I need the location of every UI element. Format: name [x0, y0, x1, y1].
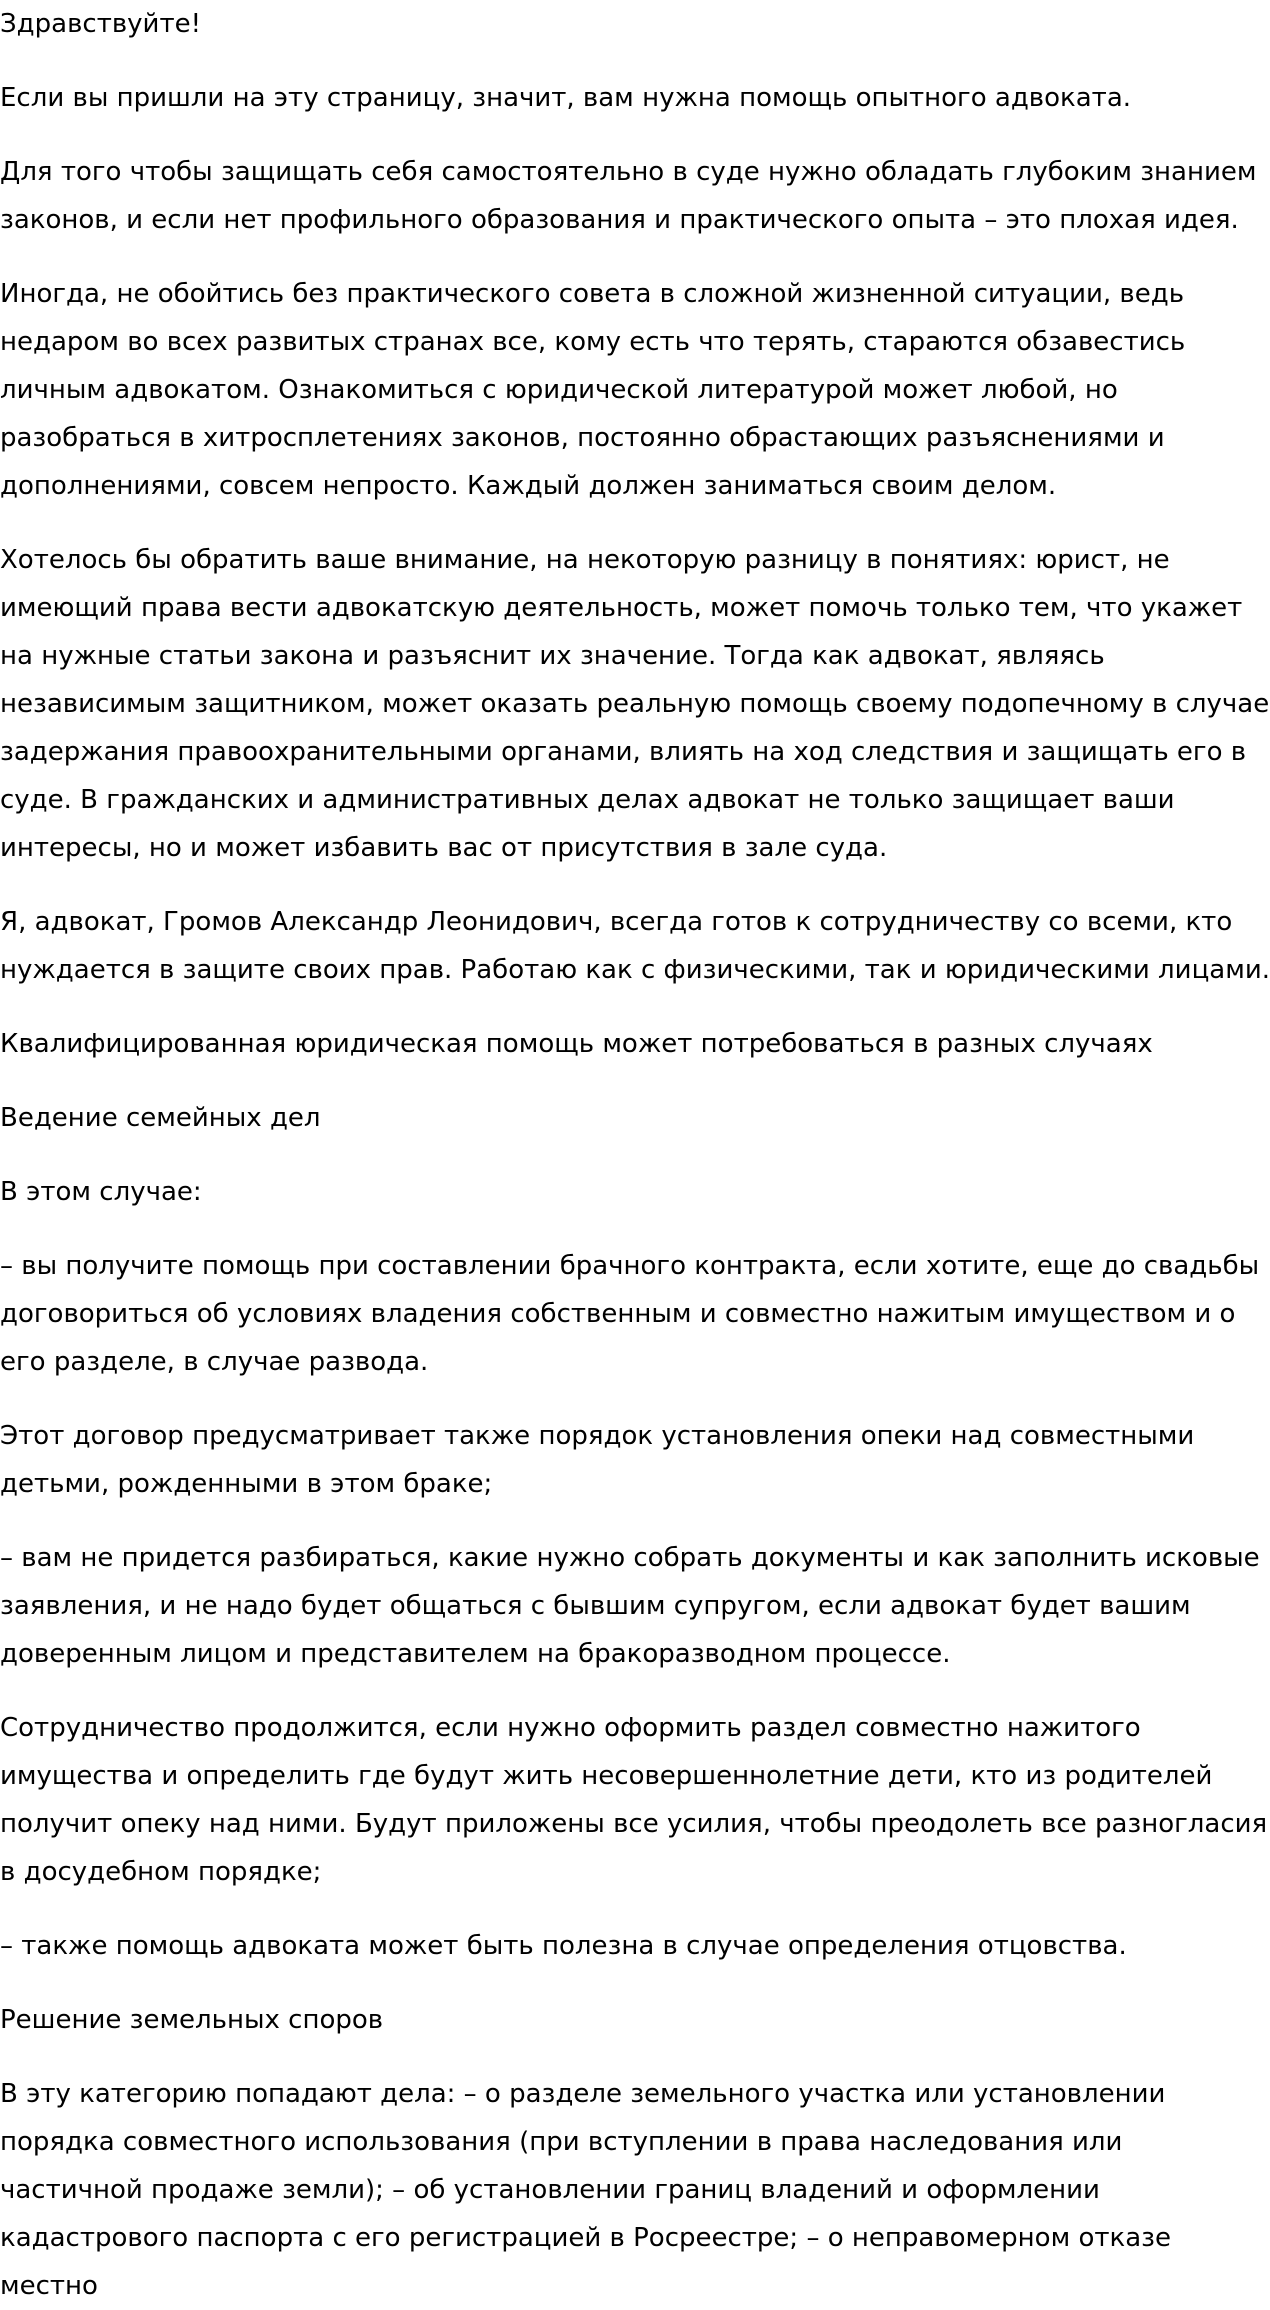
land-disputes-paragraph: В эту категорию попадают дела: – о разделе земельного участка или установлении порядка совместного использования (при вступлении в права наследования или частичной продаже земли); – об установлении границ владений и оформлении кадастрового паспорта с его регистрацией в Росреестре; – о неправомерном отказе местно — [0, 2079, 1171, 2301]
lawyer-vs-advocate-paragraph: Хотелось бы обратить ваше внимание, на некоторую разницу в понятиях: юрист, не имеющий права вести адвокатскую деятельность, может помочь только тем, что укажет на нужные статьи закона и разъяснит их значение. Тогда как адвокат, являясь независимым защитником, может оказать реальную помощь своему подопечному в случае задержания правоохранительными органами, влиять на ход следствия и защищать его в суде. В гражданских и административных делах адвокат не только защищает ваши интересы, но и может избавить вас от присутствия в зале суда. — [0, 545, 1270, 863]
advocate-intro-paragraph: Я, адвокат, Громов Александр Леонидович, всегда готов к сотрудничеству со всеми, кто нуждается в защите своих прав. Работаю как с физическими, так и юридическими лицами. — [0, 907, 1270, 985]
qualified-help-heading: Квалифицированная юридическая помощь может потребоваться в разных случаях — [0, 1029, 1153, 1059]
paternity-item: – также помощь адвоката может быть полезна в случае определения отцовства. — [0, 1931, 1127, 1961]
custody-paragraph: Этот договор предусматривает также порядок установления опеки над совместными детьми, рожденными в этом браке; — [0, 1421, 1195, 1499]
self-defense-paragraph: Для того чтобы защищать себя самостоятельно в суде нужно обладать глубоким знанием законов, и если нет профильного образования и практического опыта – это плохая идея. — [0, 157, 1257, 235]
in-this-case-label: В этом случае: — [0, 1177, 202, 1207]
greeting: Здравствуйте! — [0, 9, 202, 39]
property-division-paragraph: Сотрудничество продолжится, если нужно оформить раздел совместно нажитого имущества и определить где будут жить несовершеннолетние дети, кто из родителей получит опеку над ними. Будут приложены все усилия, чтобы преодолеть все разногласия в досудебном порядке; — [0, 1713, 1268, 1887]
advice-paragraph: Иногда, не обойтись без практического совета в сложной жизненной ситуации, ведь недаром во всех развитых странах все, кому есть что терять, стараются обзавестись личным адвокатом. Ознакомиться с юридической литературой может любой, но разобраться в хитросплетениях законов, постоянно обрастающих разъяснениями и дополнениями, совсем непросто. Каждый должен заниматься своим делом. — [0, 279, 1186, 501]
family-cases-heading: Ведение семейных дел — [0, 1103, 321, 1133]
land-disputes-heading: Решение земельных споров — [0, 2005, 384, 2035]
divorce-item: – вам не придется разбираться, какие нужно собрать документы и как заполнить исковые заявления, и не надо будет общаться с бывшим супругом, если адвокат будет вашим доверенным лицом и представителем на бракоразводном процессе. — [0, 1543, 1260, 1669]
marriage-contract-item: – вы получите помощь при составлении брачного контракта, если хотите, еще до свадьбы договориться об условиях владения собственным и совместно нажитым имуществом и о его разделе, в случае развода. — [0, 1251, 1260, 1377]
intro-paragraph: Если вы пришли на эту страницу, значит, вам нужна помощь опытного адвоката. — [0, 83, 1132, 113]
